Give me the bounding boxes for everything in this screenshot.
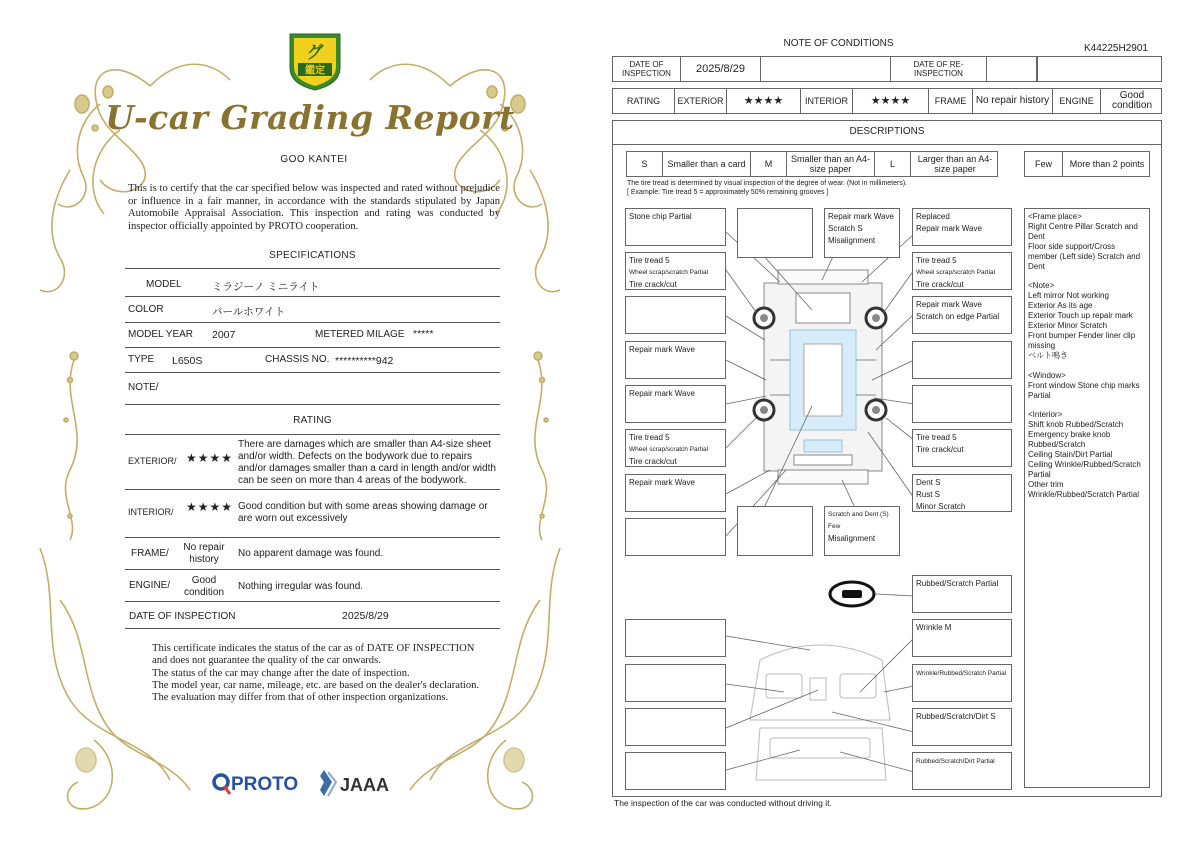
damage-note-text: Scratch and Dent (S) Few — [828, 511, 889, 530]
divider — [125, 537, 500, 538]
description-line — [1028, 271, 1146, 281]
model-year-label: MODEL YEAR — [128, 329, 194, 340]
description-line: Other trim Wrinkle/Rubbed/Scratch Partial — [1028, 479, 1140, 499]
tread-example: [ Example: Tire tread 5 = approximately 50% remaining grooves ] — [627, 189, 829, 196]
interior-note-box — [912, 664, 1012, 702]
interior-stars: ★★★★ — [186, 500, 234, 514]
description-line: Floor side support/Cross member (Left side) Scratch and Dent — [1028, 241, 1141, 271]
frame-label: FRAME — [929, 89, 973, 113]
divider — [125, 296, 500, 297]
damage-note-box — [912, 208, 1012, 246]
tread-note: The tire tread is determined by visual inspection of the degree of wear. (Not in millimeters). — [627, 180, 908, 187]
damage-note-text: Repair mark Wave — [629, 478, 695, 487]
interior-label: INTERIOR — [801, 89, 853, 113]
tire-icon — [866, 308, 886, 328]
damage-note-box — [625, 518, 726, 556]
chassis-label: CHASSIS NO. — [265, 354, 330, 365]
damage-note-text: Replaced — [916, 212, 950, 221]
damage-note-box — [912, 252, 1012, 290]
damage-note-text: Repair mark Wave — [629, 389, 695, 398]
interior-description: Good condition but with some areas showing damage or are worn out excessively — [238, 501, 488, 524]
damage-note-box — [625, 474, 726, 512]
description-line — [1028, 400, 1146, 410]
description-line: Ceiling Wrinkle/Rubbed/Scratch Partial — [1028, 459, 1141, 479]
interior-note-text: Wrinkle/Rubbed/Scratch Partial — [916, 670, 1007, 677]
color-value: パールホワイト — [212, 306, 285, 318]
legend-s: S — [627, 152, 663, 176]
description-line: Exterior Minor Scratch — [1028, 321, 1108, 331]
date-of-inspection-value: 2025/8/29 — [342, 610, 389, 622]
damage-note-text: Repair mark Wave — [629, 345, 695, 354]
damage-note-box — [625, 429, 726, 467]
description-line — [1028, 361, 1146, 371]
damage-note-box — [625, 341, 726, 379]
description-line: Exterior As its age — [1028, 301, 1093, 311]
divider — [125, 404, 500, 405]
divider — [125, 268, 500, 269]
interior-note-box — [912, 752, 1012, 790]
engine-label: ENGINE — [1053, 89, 1101, 113]
description-line: Exterior Touch up repair mark — [1028, 311, 1133, 321]
description-line: Emergency brake knob Rubbed/Scratch — [1028, 430, 1111, 450]
divider — [125, 628, 500, 629]
damage-note-text: Tire tread 5 — [916, 256, 957, 265]
svg-text:グ: グ — [306, 43, 324, 63]
damage-note-text: Tire tread 5 — [916, 433, 957, 442]
description-line: Shift knob Rubbed/Scratch — [1028, 420, 1124, 430]
legend-few-description: More than 2 points — [1069, 159, 1145, 169]
legend-few: Few — [1025, 152, 1063, 176]
interior-stars: ★★★★ — [853, 89, 929, 113]
svg-text:鑑定: 鑑定 — [305, 65, 325, 77]
damage-note-box — [912, 296, 1012, 334]
svg-text:JAAA: JAAA — [340, 775, 390, 795]
damage-note-text: Tire crack/cut — [916, 445, 964, 454]
damage-note-text: Repair mark Wave — [828, 212, 894, 221]
divider — [125, 322, 500, 323]
exterior-label: EXTERIOR — [675, 89, 727, 113]
note-label: NOTE/ — [128, 382, 159, 393]
description-section-heading: <Frame place> — [1028, 212, 1082, 221]
damage-note-box — [625, 385, 726, 423]
legend-s-description: Smaller than a card — [663, 152, 751, 176]
damage-note-text: Repair mark Wave — [916, 224, 982, 233]
frame-label: FRAME/ — [131, 548, 169, 559]
description-line: ベルト鳴き — [1028, 350, 1068, 360]
engine-description: Nothing irregular was found. — [238, 581, 364, 592]
conditions-title: NOTE OF CONDITIONS — [783, 38, 894, 49]
divider — [125, 601, 500, 602]
jaaa-logo — [320, 770, 389, 796]
damage-note-text: Minor Scratch — [916, 502, 966, 511]
damage-note-text: Scratch S — [828, 224, 863, 233]
damage-note-box — [625, 208, 726, 246]
description-list — [1024, 208, 1150, 788]
goo-kantei-badge — [286, 30, 344, 92]
legend-m: M — [751, 152, 787, 176]
divider — [125, 372, 500, 373]
damage-note-text: Scratch on edge Partial — [916, 312, 1000, 321]
steering-wheel-icon — [830, 582, 874, 606]
damage-note-box — [912, 385, 1012, 423]
type-value: L650S — [172, 355, 203, 367]
damage-note-text: Stone chip Partial — [629, 212, 692, 221]
reference-number: K44225H2901 — [1084, 43, 1148, 54]
date-of-inspection-label: DATE OF INSPECTION — [613, 57, 681, 81]
interior-note-box — [912, 708, 1012, 746]
damage-note-text: Tire crack/cut — [916, 280, 964, 289]
proto-logo — [214, 774, 298, 795]
tire-icon — [754, 400, 774, 420]
certificate-disclaimer — [152, 643, 482, 704]
interior-note-text: Wrinkle M — [916, 623, 952, 632]
divider — [125, 569, 500, 570]
interior-note-box — [912, 619, 1012, 657]
damage-note-text: Tire crack/cut — [629, 457, 677, 466]
damage-note-box — [824, 506, 900, 556]
certificate-subtitle: GOO KANTEI — [280, 154, 348, 165]
model-label: MODEL — [146, 279, 182, 290]
frame-description: No apparent damage was found. — [238, 548, 384, 559]
model-value: ミラジーノ ミニライト — [212, 281, 320, 293]
milage-label: METERED MILAGE — [315, 329, 405, 340]
engine-label: ENGINE/ — [129, 580, 171, 591]
damage-note-box — [625, 296, 726, 334]
damage-note-text: Wheel scrap/scratch Partial — [629, 446, 709, 453]
date-of-reinspection-label: DATE OF RE-INSPECTION — [891, 57, 987, 81]
date-of-inspection-value: 2025/8/29 — [681, 57, 761, 81]
rating-heading: RATING — [293, 415, 332, 426]
damage-note-text: Tire tread 5 — [629, 433, 670, 442]
interior-note-box — [912, 575, 1012, 613]
interior-note-text: Rubbed/Scratch/Dirt S — [916, 712, 996, 721]
divider — [125, 489, 500, 490]
disclaimer-line: The evaluation may differ from that of other inspection organizations. — [152, 692, 449, 704]
disclaimer-line: The status of the car may change after the date of inspection. — [152, 667, 410, 679]
rating-label: RATING — [613, 89, 675, 113]
tire-icon — [754, 308, 774, 328]
divider — [125, 347, 500, 348]
disclaimer-line: The model year, car name, mileage, etc. are based on the dealer's declaration. — [152, 679, 480, 691]
damage-note-box — [912, 474, 1012, 512]
damage-note-box — [737, 208, 813, 258]
description-line: Ceiling Stain/Dirt Partial — [1028, 450, 1113, 460]
damage-note-text: Misalignment — [828, 534, 876, 543]
certificate-intro: This is to certify that the car specified below was inspected and rated without prejudice or influence in a fair manner, in accordance with the standards stipulated by Japan Automobile Appraisal Association. This inspection and rating was conducted by inspector officially appointed by PROTO cooperation. — [128, 183, 500, 232]
damage-note-text: Wheel scrap/scratch Partial — [629, 269, 709, 276]
description-line: Left mirror Not working — [1028, 291, 1109, 301]
damage-note-box — [824, 208, 900, 258]
interior-note-box — [625, 664, 726, 702]
description-section-heading: <Note> — [1028, 281, 1055, 291]
interior-label: INTERIOR/ — [128, 507, 174, 517]
type-label: TYPE — [128, 354, 155, 365]
damage-note-text: Rust S — [916, 490, 941, 499]
date-of-inspection-label: DATE OF INSPECTION — [129, 611, 236, 622]
legend-l: L — [875, 152, 911, 176]
damage-note-box — [912, 429, 1012, 467]
interior-note-box — [625, 619, 726, 657]
engine-value: Good condition — [1111, 90, 1153, 111]
model-year-value: 2007 — [212, 329, 236, 341]
certificate-title: U-car Grading Report — [105, 98, 515, 137]
damage-note-text: Repair mark Wave — [916, 300, 982, 309]
chassis-value: **********942 — [335, 355, 394, 367]
specifications-heading: SPECIFICATIONS — [269, 250, 356, 261]
tire-icon — [866, 400, 886, 420]
exterior-stars: ★★★★ — [186, 451, 234, 465]
description-section-heading: <Interior> — [1028, 410, 1063, 420]
description-line: Right Centre Pillar Scratch and Dent — [1028, 221, 1138, 241]
milage-value: ***** — [413, 328, 434, 340]
interior-note-text: Rubbed/Scratch/Dirt Partial — [916, 758, 995, 765]
color-label: COLOR — [128, 304, 164, 315]
damage-note-text: Misalignment — [828, 236, 876, 245]
damage-note-text: Wheel scrap/scratch Partial — [916, 269, 996, 276]
description-section-heading: <Window> — [1028, 370, 1066, 380]
organization-logos — [212, 768, 402, 800]
damage-note-box — [625, 252, 726, 290]
damage-note-text: Tire crack/cut — [629, 280, 677, 289]
exterior-label: EXTERIOR/ — [128, 456, 177, 466]
interior-note-text: Rubbed/Scratch Partial — [916, 579, 999, 588]
damage-note-text: Dent S — [916, 478, 941, 487]
exterior-description: There are damages which are smaller than A4-size sheet and/or width. Defects on the bodywork due to repairs and/or damages smaller than a card in length and/or width can be seen on more than 4 areas of the bodywork. — [238, 439, 496, 486]
damage-note-text: Tire tread 5 — [629, 256, 670, 265]
description-line: Front window Stone chip marks Partial — [1028, 380, 1140, 400]
exterior-stars: ★★★★ — [727, 89, 801, 113]
interior-note-box — [625, 752, 726, 790]
descriptions-heading: DESCRIPTIONS — [849, 126, 925, 137]
disclaimer-line: This certificate indicates the status of the car as of DATE OF INSPECTION and does not guarantee the quality of the car onwards. — [152, 643, 475, 667]
inspection-footnote: The inspection of the car was conducted without driving it. — [614, 798, 832, 808]
description-line: Front bumper Fender liner clip missing — [1028, 330, 1136, 350]
divider — [125, 434, 500, 435]
frame-value: No repair history — [183, 542, 225, 565]
svg-text:PROTO: PROTO — [231, 774, 299, 795]
damage-note-box — [737, 506, 813, 556]
legend-l-description: Larger than an A4-size paper — [917, 154, 993, 174]
note-of-conditions-sheet — [600, 0, 1200, 848]
interior-note-box — [625, 708, 726, 746]
engine-value: Good condition — [183, 575, 225, 598]
legend-m-description: Smaller than an A4-size paper — [787, 152, 875, 176]
damage-note-box — [912, 341, 1012, 379]
frame-value: No repair history — [973, 89, 1053, 113]
